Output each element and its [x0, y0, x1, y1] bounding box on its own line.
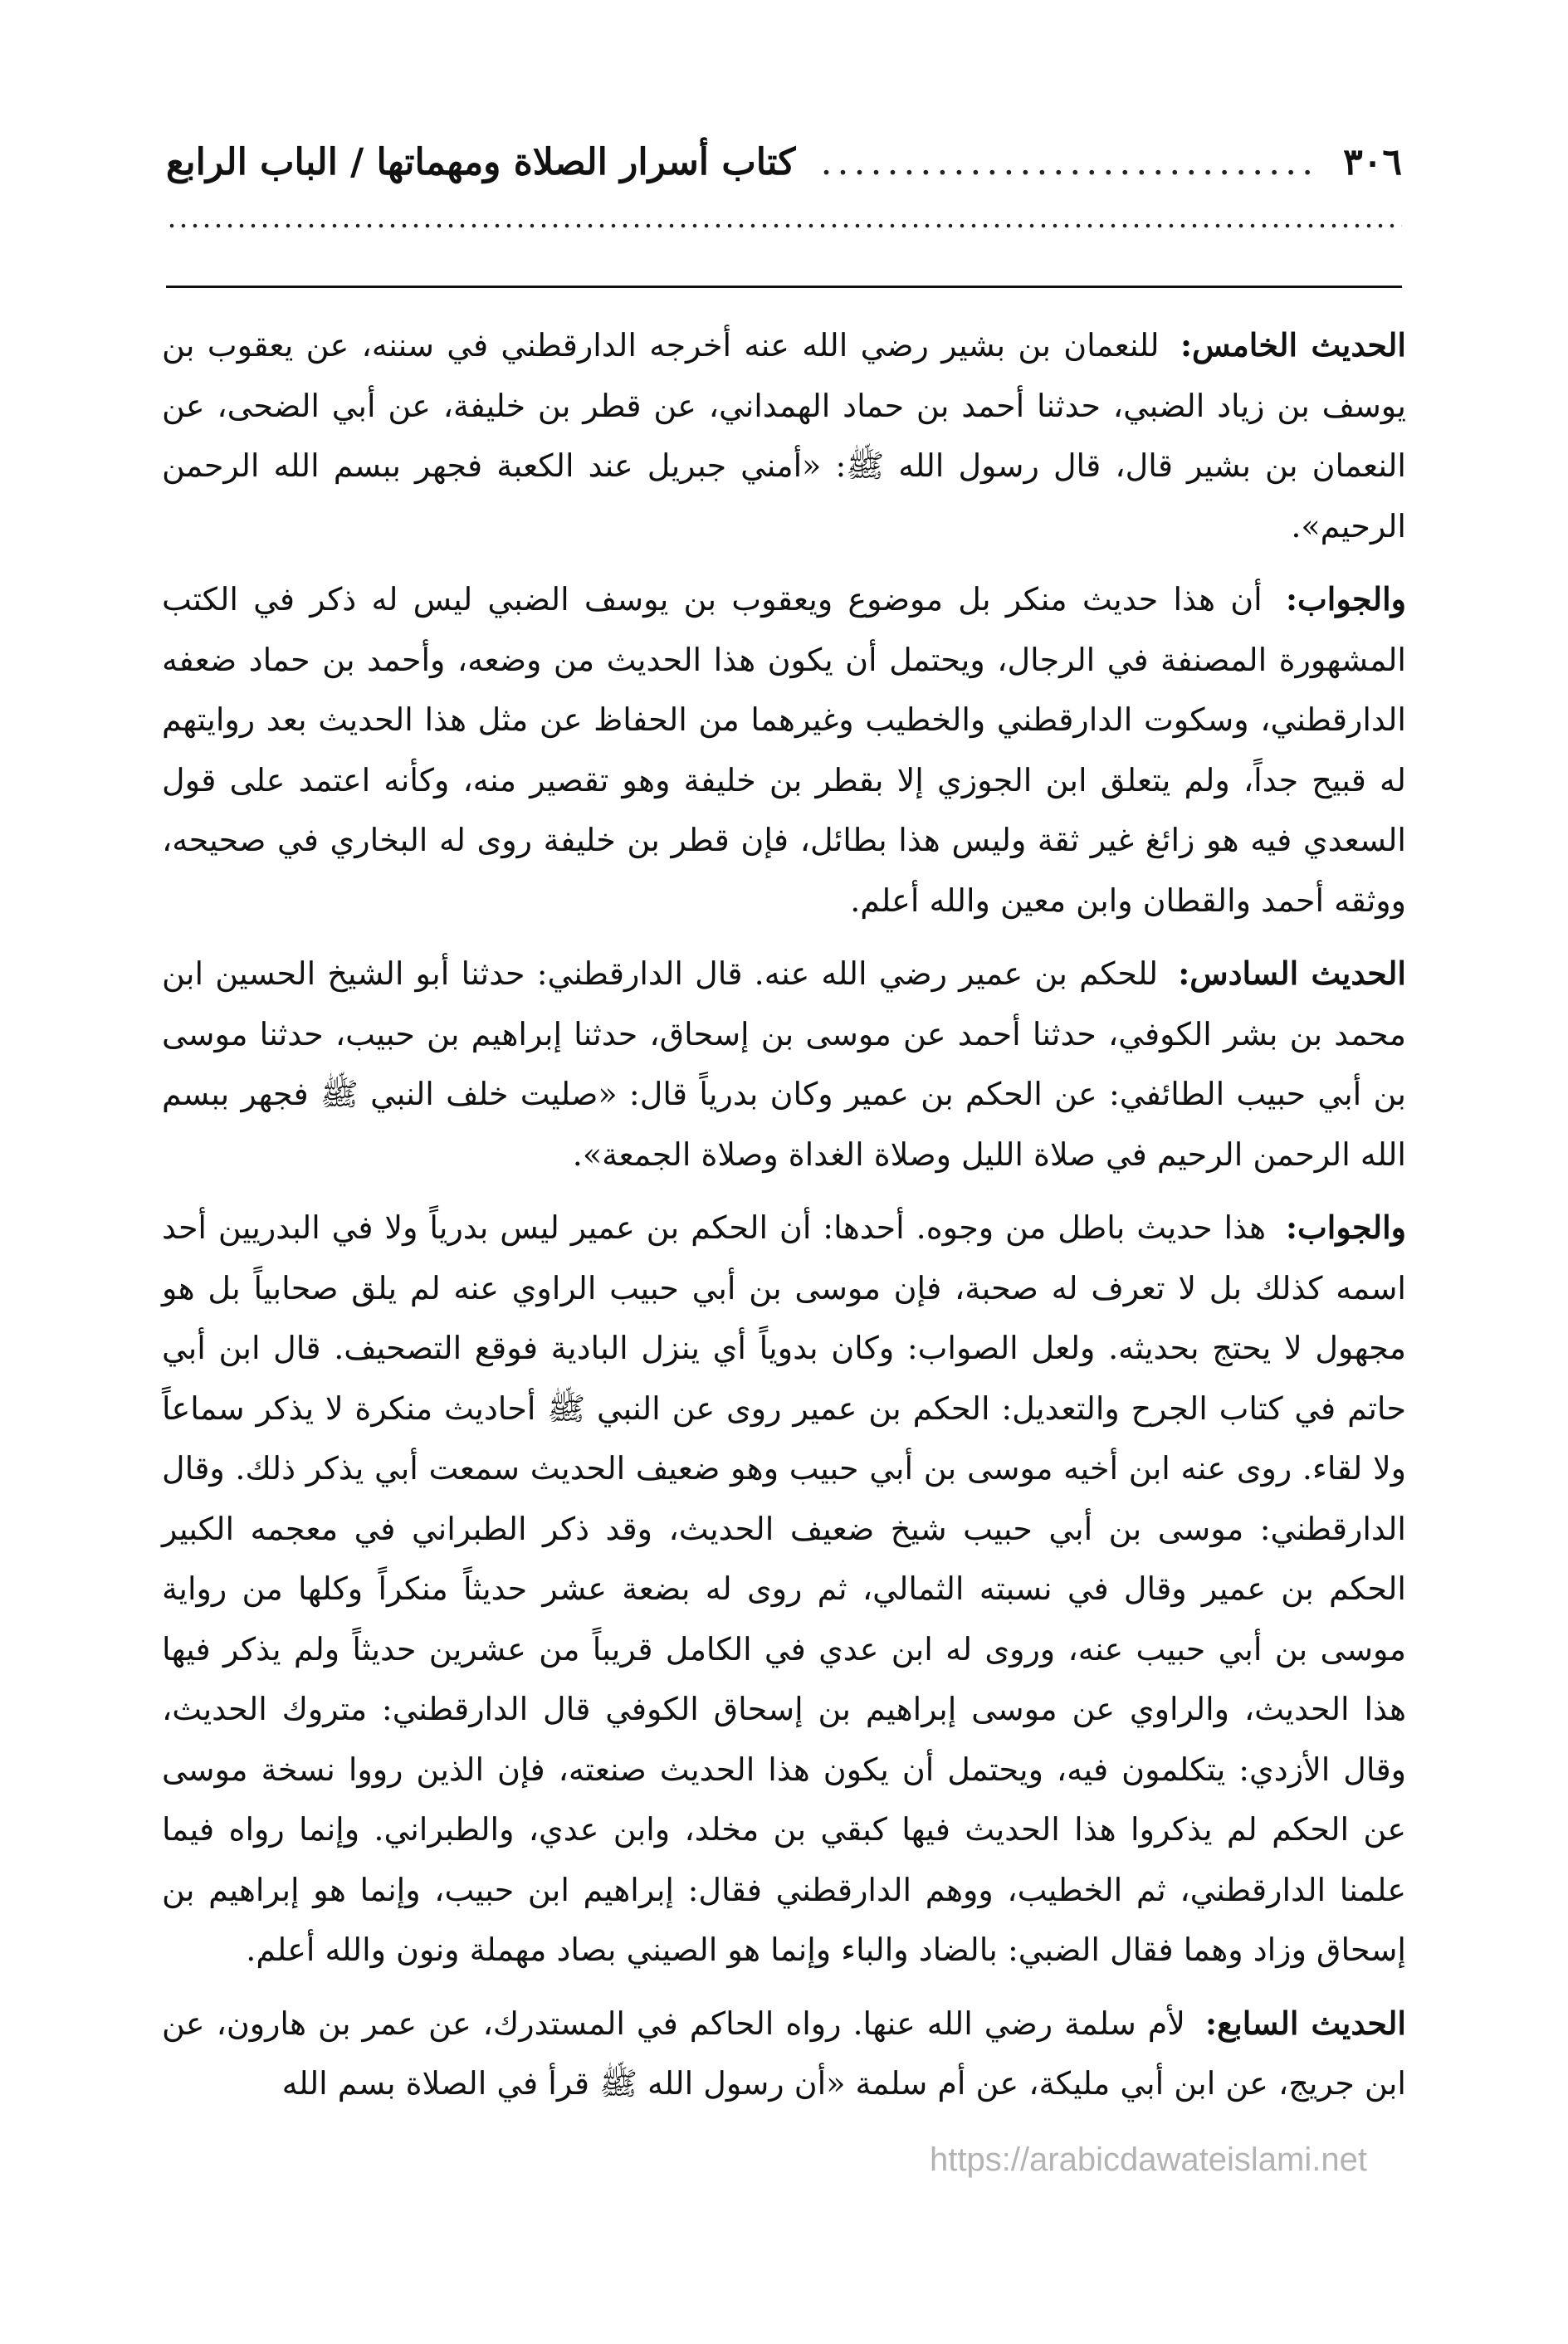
- paragraph-heading: الحديث السادس:: [1178, 955, 1406, 992]
- paragraph-hadith-7: [162, 1994, 1406, 2114]
- paragraph-text: للحكم بن عمير رضي الله عنه. قال الدارقطني: حدثنا أبو الشيخ الحسين ابن محمد بن بشر الكوفي، حدثنا أحمد عن موسى بن إسحاق، حدثنا إبراهيم بن حبيب، حدثنا موسى بن أبي حبيب الطائفي: عن الحكم بن عمير وكان بدرياً قال: «صليت خلف النبي ﷺ فجهر ببسم الله الرحمن الرحيم في صلاة الليل وصلاة الغداة وصلاة الجمعة».: [162, 955, 1406, 1173]
- paragraph-text: هذا حديث باطل من وجوه. أحدها: أن الحكم بن عمير ليس بدرياً ولا في البدريين أحد اسمه كذلك بل لا تعرف له صحبة، فإن موسى بن أبي حبيب الراوي عنه لم يلق صحابياً بل هو مجهول لا يحتج بحديثه. ولعل الصواب: وكان بدوياً أي ينزل البادية فوقع التصحيف. قال ابن أبي حاتم في كتاب الجرح والتعديل: الحكم بن عمير روى عن النبي ﷺ أحاديث منكرة لا يذكر سماعاً ولا لقاء. روى عنه ابن أخيه موسى بن أبي حبيب وهو ضعيف الحديث سمعت أبي يذكر ذلك. وقال الدارقطني: موسى بن أبي حبيب شيخ ضعيف الحديث، وقد ذكر الطبراني في معجمه الكبير الحكم بن عمير وقال في نسبته الثمالي، ثم روى له بضعة عشر حديثاً منكراً وكلها من رواية موسى بن أبي حبيب عنه، وروى له ابن عدي في الكامل قريباً من عشرين حديثاً ولم يذكر فيها هذا الحديث، والراوي عن موسى إبراهيم بن إسحاق الكوفي قال الدارقطني: متروك الحديث، وقال الأزدي: يتكلمون فيه، ويحتمل أن يكون هذا الحديث صنعته، فإن الذين رووا نسخة موسى عن الحكم لم يذكروا هذا الحديث فيها كبقي بن مخلد، وابن عدي، والطبراني. وإنما رواه فيما علمنا الدارقطني، ثم الخطيب، ووهم الدارقطني فقال: إبراهيم ابن حبيب، وإنما هو إبراهيم بن إسحاق وزاد وهما فقال الضبي: بالضاد والباء وإنما هو الصيني بصاد مهملة ونون والله أعلم.: [162, 1209, 1406, 1968]
- page-number: ٣٠٦: [1343, 140, 1402, 183]
- paragraph-heading: الحديث السابع:: [1204, 2004, 1406, 2042]
- paragraph-heading: والجواب:: [1285, 1209, 1406, 1246]
- paragraph-hadith-5: [162, 315, 1406, 556]
- source-url-watermark: https://arabicdawateislami.net: [930, 2141, 1367, 2178]
- paragraph-text: أن هذا حديث منكر بل موضوع ويعقوب بن يوسف الضبي ليس له ذكر في الكتب المشهورة المصنفة في الرجال، ويحتمل أن يكون هذا الحديث من وضعه، وأحمد بن حماد ضعفه الدارقطني، وسكوت الدارقطني والخطيب وغيرهما من الحفاظ عن مثل هذا الحديث بعد روايتهم له قبيح جداً، ولم يتعلق ابن الجوزي إلا بقطر بن خليفة وهو تقصير منه، وكأنه اعتمد على قول السعدي فيه هو زائغ غير ثقة وليس هذا بطائل، فإن قطر بن خليفة روى له البخاري في صحيحه، ووثقه أحمد والقطان وابن معين والله أعلم.: [162, 581, 1406, 919]
- paragraph-hadith-6: [162, 944, 1406, 1184]
- paragraph-heading: والجواب:: [1285, 580, 1406, 618]
- paragraph-text: لأم سلمة رضي الله عنها. رواه الحاكم في المستدرك، عن عمر بن هارون، عن ابن جريج، عن ابن أبي مليكة، عن أم سلمة «أن رسول الله ﷺ قرأ في الصلاة بسم الله: [162, 2005, 1406, 2102]
- header-rule: [166, 286, 1402, 288]
- dotted-separator: [166, 222, 1402, 247]
- paragraph-text: للنعمان بن بشير رضي الله عنه أخرجه الدارقطني في سننه، عن يعقوب بن يوسف بن زياد الضبي، حدثنا أحمد بن حماد الهمداني، عن قطر بن خليفة، عن أبي الضحى، عن النعمان بن بشير قال، قال رسول الله ﷺ: «أمني جبريل عند الكعبة فجهر ببسم الله الرحمن الرحيم».: [162, 327, 1406, 544]
- header-title: كتاب أسرار الصلاة ومهماتها / الباب الرابع: [166, 140, 796, 183]
- paragraph-answer-2: [162, 1198, 1406, 1980]
- running-header: [166, 133, 1402, 191]
- paragraph-heading: الحديث الخامس:: [1180, 326, 1406, 364]
- header-leader-dots: ..............................: [820, 140, 1319, 183]
- paragraph-answer-1: [162, 569, 1406, 930]
- body-text: [162, 315, 1406, 2127]
